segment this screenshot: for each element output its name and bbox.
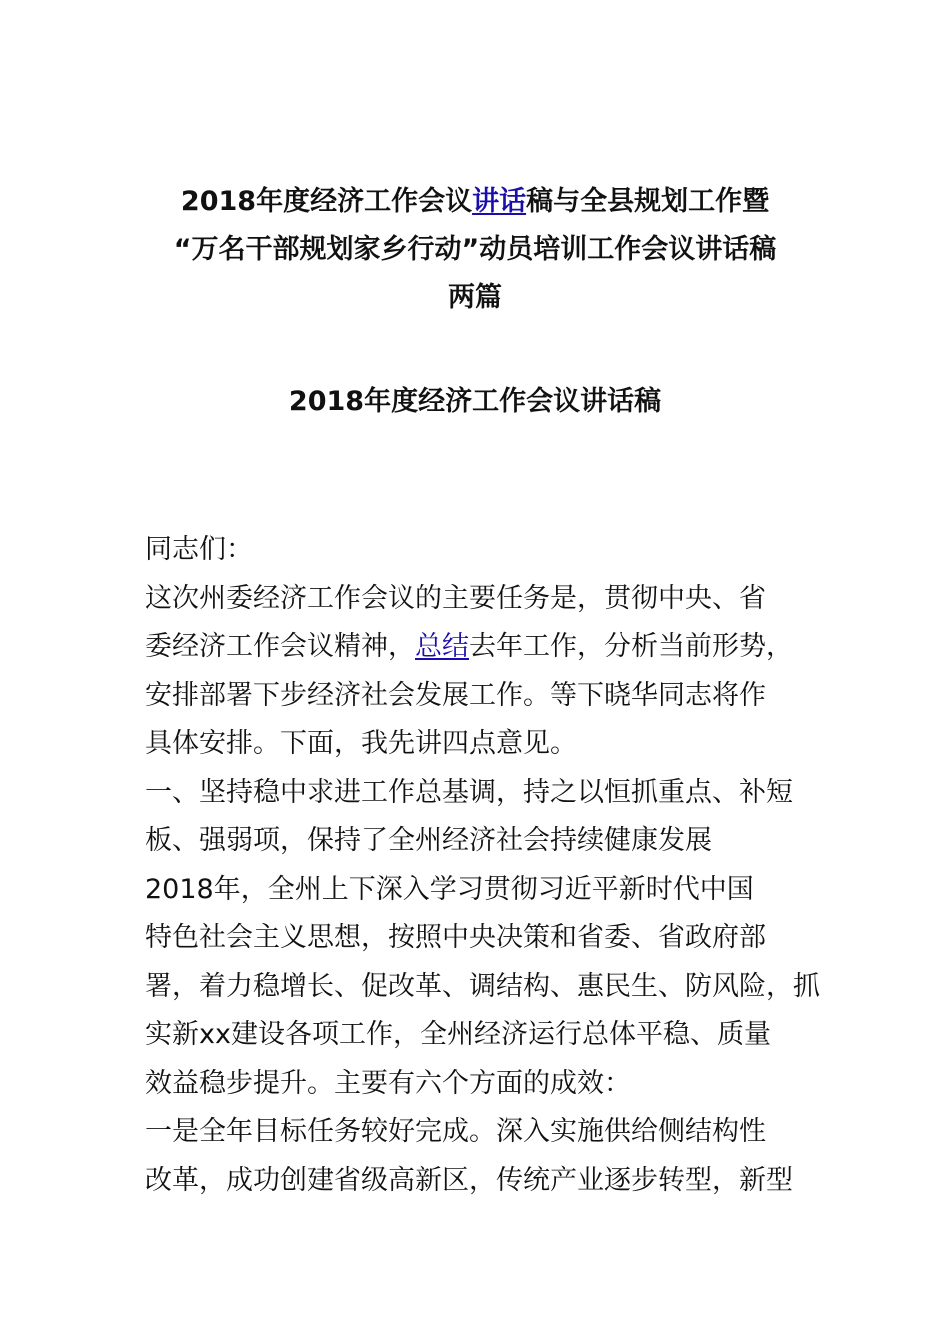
title-line-1-post: 稿与全县规划工作暨 <box>526 186 770 217</box>
body-line: 2018年，全州上下深入学习贯彻习近平新时代中国 <box>145 873 754 905</box>
body-line: 一是全年目标任务较好完成。深入实施供给侧结构性 <box>145 1116 766 1147</box>
document-body <box>145 526 820 1205</box>
body-line: 实新xx建设各项工作，全州经济运行总体平稳、质量 <box>145 1019 771 1050</box>
body-line: 这次州委经济工作会议的主要任务是，贯彻中央、省 <box>145 582 766 614</box>
title-line-1-pre: 2018年度经济工作会议 <box>180 186 473 217</box>
title-link-jianghua[interactable]: 讲话 <box>472 186 527 217</box>
body-line: 特色社会主义思想，按照中央决策和省委、省政府部 <box>145 922 766 953</box>
body-line: 板、强弱项，保持了全州经济社会持续健康发展 <box>145 825 712 856</box>
body-line: 署，着力稳增长、促改革、调结构、惠民生、防风险，抓 <box>145 970 820 1002</box>
body-line-pre: 委经济工作会议精神， <box>145 631 415 662</box>
body-line-post: 去年工作，分析当前形势， <box>469 631 793 662</box>
body-line: 同志们： <box>145 534 253 565</box>
body-line: 安排部署下步经济社会发展工作。等下晓华同志将作 <box>145 679 766 711</box>
body-line <box>145 623 815 672</box>
title-line-2: “万名干部规划家乡行动”动员培训工作会议讲话稿 <box>173 234 777 265</box>
body-line: 效益稳步提升。主要有六个方面的成效： <box>145 1067 631 1099</box>
document-title <box>110 178 840 322</box>
body-line: 一、坚持稳中求进工作总基调，持之以恒抓重点、补短 <box>145 776 793 808</box>
title-line-1 <box>110 178 840 226</box>
title-line-3: 两篇 <box>448 282 502 313</box>
body-link-zongjie[interactable]: 总结 <box>415 631 469 662</box>
body-line: 改革，成功创建省级高新区，传统产业逐步转型，新型 <box>145 1164 793 1196</box>
document-subtitle: 2018年度经济工作会议讲话稿 <box>288 386 662 417</box>
body-line: 具体安排。下面，我先讲四点意见。 <box>145 728 577 759</box>
